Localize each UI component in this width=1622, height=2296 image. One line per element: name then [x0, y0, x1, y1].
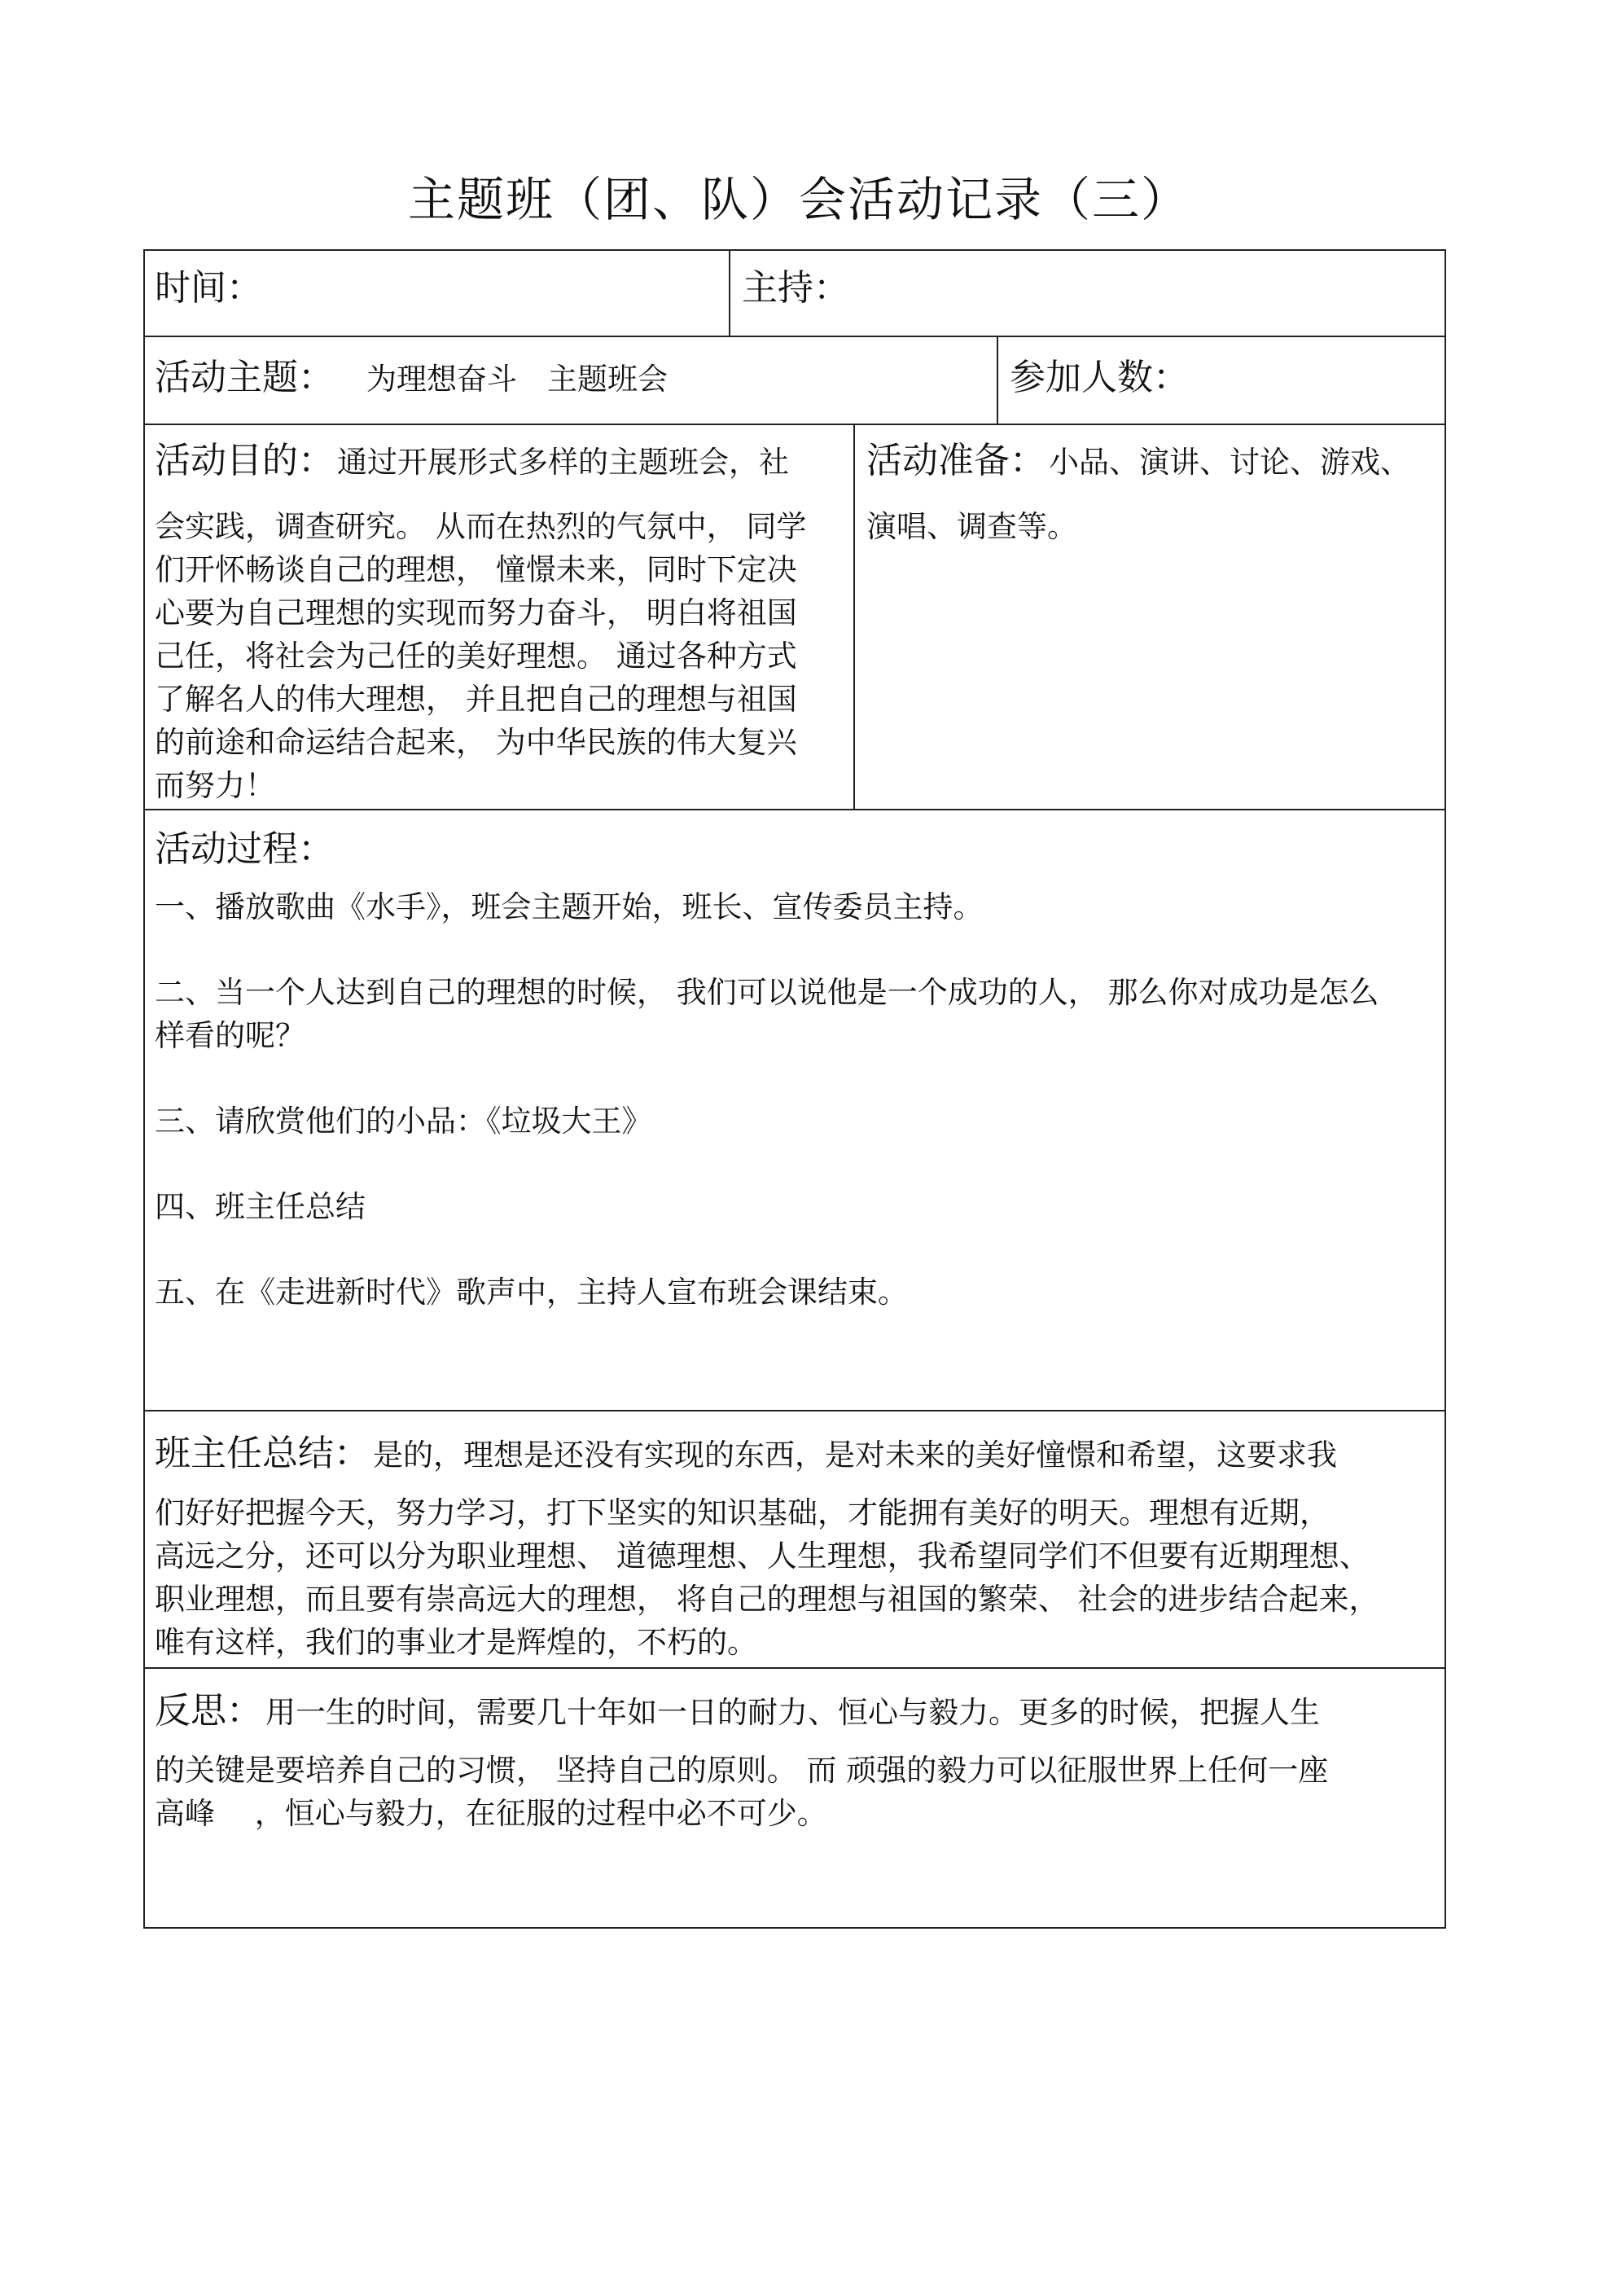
host-cell	[730, 251, 1444, 337]
preparation-first-line: 小品、演讲、讨论、游戏、	[1049, 445, 1410, 480]
summary-line: 职业理想，而且要有崇高远大的理想， 将自己的理想与祖国的繁荣、 社会的进步结合起来，	[155, 1582, 1379, 1617]
summary-line: 唯有这样，我们的事业才是辉煌的，不朽的。	[155, 1625, 757, 1660]
preparation-label: 活动准备：	[866, 440, 1046, 481]
summary-line: 高远之分，还可以分为职业理想、 道德理想、人生理想，我希望同学们不但要有近期理想、	[155, 1539, 1370, 1574]
purpose-line: 们开怀畅谈自己的理想， 憧憬未来，同时下定决	[155, 552, 797, 587]
purpose-line: 己任，将社会为己任的美好理想。 通过各种方式	[155, 639, 797, 674]
reflection-line: 的关键是要培养自己的习惯， 坚持自己的原则。 而 顽强的毅力可以征服世界上任何一座	[155, 1753, 1329, 1788]
reflection-cell	[145, 1669, 1444, 1926]
summary-first-line: 是的，理想是还没有实现的东西，是对未来的美好憧憬和希望，这要求我	[373, 1438, 1337, 1473]
theme-cell	[145, 337, 998, 425]
process-step: 四、班主任总结	[155, 1189, 366, 1224]
theme-value: 为理想奋斗 主题班会	[366, 362, 668, 397]
purpose-cell	[145, 425, 855, 810]
time-cell	[145, 251, 730, 337]
purpose-line: 的前途和命运结合起来， 为中华民族的伟大复兴	[155, 725, 797, 760]
record-form	[143, 249, 1446, 1929]
summary-label: 班主任总结：	[155, 1433, 370, 1474]
process-step: 二、当一个人达到自己的理想的时候， 我们可以说他是一个成功的人， 那么你对成功是怎么样看的呢？	[155, 975, 1379, 1053]
reflection-line: 高峰 ，恒心与毅力，在征服的过程中必不可少。	[155, 1796, 827, 1831]
participants-cell	[998, 337, 1444, 425]
summary-line: 们好好把握今天，努力学习，打下坚实的知识基础，才能拥有美好的明天。理想有近期，	[155, 1495, 1330, 1530]
reflection-first-line: 用一生的时间，需要几十年如一日的耐力、恒心与毅力。更多的时候，把握人生	[265, 1695, 1320, 1730]
page-title: 主题班（团、队）会活动记录（三）	[407, 172, 1190, 227]
purpose-line: 而努力！	[155, 768, 275, 803]
reflection-label: 反思：	[155, 1690, 262, 1732]
preparation-cell	[855, 425, 1444, 810]
process-step: 三、请欣赏他们的小品：《垃圾大王》	[155, 1104, 652, 1139]
time-label: 时间：	[155, 267, 262, 309]
process-cell	[145, 810, 1444, 1411]
participants-label: 参加人数：	[1010, 357, 1189, 398]
process-step: 五、在《走进新时代》歌声中，主持人宣布班会课结束。	[155, 1275, 908, 1310]
process-step: 一、播放歌曲《水手》，班会主题开始，班长、宣传委员主持。	[155, 889, 984, 924]
purpose-line: 了解名人的伟大理想， 并且把自己的理想与祖国	[155, 682, 797, 717]
purpose-line: 会实践，调查研究。 从而在热烈的气氛中， 同学	[155, 509, 807, 544]
host-label: 主持：	[742, 267, 849, 309]
purpose-line: 心要为自己理想的实现而努力奋斗， 明白将祖国	[155, 595, 797, 630]
theme-label: 活动主题：	[155, 357, 334, 398]
process-label: 活动过程：	[155, 828, 334, 870]
purpose-first-line: 通过开展形式多样的主题班会，社	[337, 445, 789, 480]
teacher-summary-cell	[145, 1411, 1444, 1669]
preparation-line: 演唱、调查等。	[866, 509, 1077, 544]
purpose-label: 活动目的：	[155, 440, 334, 481]
